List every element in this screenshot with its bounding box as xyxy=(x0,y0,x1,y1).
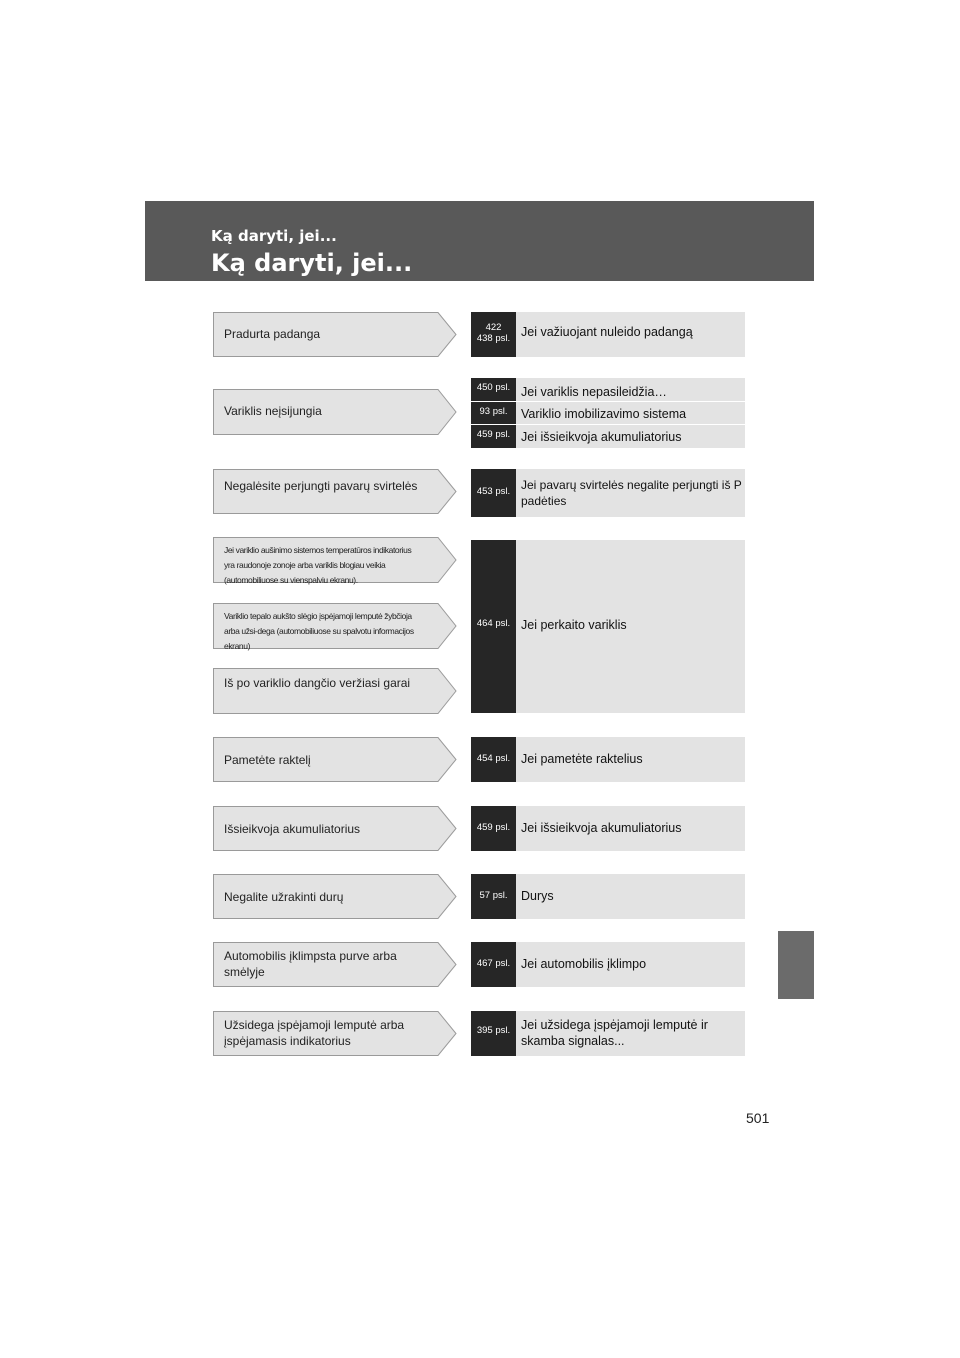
problem-text: Pradurta padanga xyxy=(224,327,321,341)
page-ref[interactable]: 464 psl. xyxy=(471,540,516,713)
page-ref[interactable]: 459 psl. xyxy=(471,806,516,851)
solution-text: Jei išsieikvoja akumuliatorius xyxy=(516,806,745,851)
problem-text: Iš po variklio dangčio veržiasi garai xyxy=(224,676,411,690)
chapter-thumb-tab xyxy=(778,931,814,999)
problem-text: Negalėsite perjungti pavarų svirtelės xyxy=(224,479,418,493)
solution-text: Durys xyxy=(516,874,745,919)
problem-text: Variklis neįsijungia xyxy=(224,404,322,418)
page-ref[interactable]: 450 psl. xyxy=(471,378,516,401)
solution-text: Variklio imobilizavimo sistema xyxy=(516,402,745,424)
problem-text: Variklio tepalo aukšto slėgio įspėjamoji lemputė žybčioja arba užsi-dega (automobiliuose su spalvotu informacijos ekranu) xyxy=(224,611,414,651)
page-ref[interactable]: 57 psl. xyxy=(471,874,516,919)
problem-text: Negalite užrakinti durų xyxy=(224,890,344,904)
solution-text: Jei užsidega įspėjamoji lemputė ir skamba signalas... xyxy=(516,1011,745,1056)
page-ref[interactable]: 459 psl. xyxy=(471,425,516,448)
problem-text: Užsidega įspėjamoji lemputė arba įspėjamasis indikatorius xyxy=(224,1018,405,1048)
solution-text: Jei pavarų svirtelės negalite perjungti iš P padėties xyxy=(516,469,745,517)
page-ref[interactable]: 395 psl. xyxy=(471,1011,516,1056)
page-ref[interactable]: 454 psl. xyxy=(471,737,516,782)
solution-text: Jei pametėte raktelius xyxy=(516,737,745,782)
solution-text: Jei automobilis įklimpo xyxy=(516,942,745,987)
solution-text: Jei variklis nepasileidžia… xyxy=(516,378,745,401)
problem-arrow xyxy=(213,806,457,851)
solution-text: Jei išsieikvoja akumuliatorius xyxy=(516,425,745,448)
page-ref[interactable]: 93 psl. xyxy=(471,402,516,424)
problem-arrow xyxy=(213,668,457,714)
problem-arrow xyxy=(213,603,457,649)
chapter-header xyxy=(145,201,814,281)
solution-text: Jei perkaito variklis xyxy=(516,540,745,713)
problem-arrow xyxy=(213,389,457,435)
problem-text: Automobilis įklimpsta purve arba smėlyje xyxy=(224,949,397,979)
problem-arrow xyxy=(213,312,457,357)
page-ref[interactable]: 453 psl. xyxy=(471,469,516,517)
problem-text: Pametėte raktelį xyxy=(224,753,311,767)
solution-text: Jei važiuojant nuleido padangą xyxy=(516,312,745,357)
page-ref[interactable]: 467 psl. xyxy=(471,942,516,987)
problem-arrow xyxy=(213,1011,457,1056)
problem-arrow xyxy=(213,874,457,919)
page-number: 501 xyxy=(746,1110,770,1126)
section-title-small: Ką daryti, jei... xyxy=(211,227,337,245)
problem-text: Jei variklio aušinimo sistemos temperatūros indikatorius yra raudonoje zonoje arba variklis blogiau veikia (automobiliuose su vienspalviu ekranu). xyxy=(224,545,412,585)
problem-arrow xyxy=(213,942,457,987)
page-ref[interactable]: 422 438 psl. xyxy=(471,312,516,357)
problem-arrow xyxy=(213,537,457,583)
problem-arrow xyxy=(213,469,457,514)
problem-arrow xyxy=(213,737,457,782)
section-title: Ką daryti, jei... xyxy=(211,249,413,277)
problem-text: Išsieikvoja akumuliatorius xyxy=(224,822,361,836)
